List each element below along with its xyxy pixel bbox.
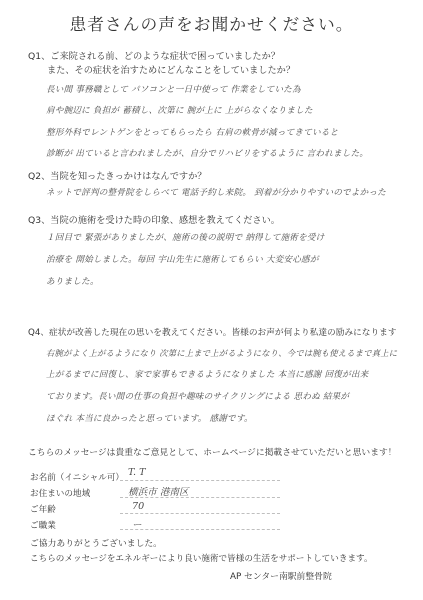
q1-answer-line4: 診断が 出ていると言われましたが、自分でリハビリをするように 言われました。 bbox=[46, 149, 369, 159]
area-value: 横浜市 港南区 bbox=[128, 487, 189, 498]
q4-answer-line2: 上がるまでに回復し、家で家事もできるようになりました 本当に感謝 回復が出来 bbox=[46, 370, 369, 380]
area-label: お住まいの地域 bbox=[30, 489, 91, 499]
publish-notice: こちらのメッセージは貴重なご意見として、ホームページに掲載させていただいと思います！ bbox=[28, 448, 397, 458]
thanks-text: ご協力ありがとうございました。 bbox=[30, 539, 162, 549]
clinic-name: AP センター南駅前整骨院 bbox=[230, 572, 332, 582]
q1-answer-line1: 長い間 事務職として パソコンと一日中使って 作業をしていた為 bbox=[46, 85, 301, 95]
age-underline bbox=[120, 513, 280, 514]
area-underline bbox=[120, 497, 280, 498]
q1-question-line1: Q1、ご来院される前、どのような症状で困っていましたか？ bbox=[28, 51, 280, 62]
page-title: 患者さんの声をお聞かせください。 bbox=[69, 14, 354, 34]
q3-question: Q3、当院の施術を受けた時の印象、感想を教えてください。 bbox=[28, 215, 280, 226]
q2-answer: ネットで評判の整骨院をしらべて 電話予約し来院。 到着が分かりやすいのでよかった bbox=[46, 188, 387, 198]
initials-value: T. T bbox=[128, 467, 146, 478]
q4-question: Q4、症状が改善した現在の思いを教えてください。皆様のお声が何より私達の励みになります bbox=[28, 328, 397, 338]
q4-answer-line3: ております。長い間の仕事の負担や趣味のサイクリングによる 思わぬ 結果が bbox=[46, 392, 350, 402]
q3-answer-line2: 治療を 開始しました。毎回 宇山先生に施術してもらい 大変安心感が bbox=[46, 255, 319, 265]
job-value: ー bbox=[132, 520, 142, 531]
support-text: こちらのメッセージをエネルギーにより良い施術で皆様の生活をサポートしていきます。 bbox=[30, 554, 373, 564]
q1-answer-line2: 肩や腕辺に 負担が 蓄積し、次第に 腕が上に 上がらなくなりました bbox=[46, 106, 313, 116]
initials-underline bbox=[120, 480, 280, 481]
job-label: ご職業 bbox=[30, 521, 56, 531]
initials-label: お名前（イニシャル可） bbox=[30, 473, 125, 483]
q1-answer-line3: 整形外科でレントゲンをとってもらったら 右肩の軟骨が減ってきていると bbox=[46, 128, 339, 138]
q4-answer-line1: 右腕がよく上がるようになり 次第に上まで上がるようになり、今では腕も使えるまで真上に bbox=[46, 348, 398, 358]
q3-answer-line1: １回目で 緊張がありましたが、施術の後の説明で 納得して施術を受け bbox=[46, 233, 325, 243]
q1-question-line2: また、その症状を治すためにどんなことをしていましたか？ bbox=[47, 65, 296, 76]
job-underline bbox=[120, 529, 280, 530]
q4-answer-line4: ほぐれ 本当に良かったと思っています。 感謝です。 bbox=[46, 414, 253, 424]
age-label: ご年齢 bbox=[30, 505, 56, 515]
q2-question: Q2、当院を知ったきっかけはなんですか？ bbox=[28, 171, 207, 182]
q3-answer-line3: ありました。 bbox=[46, 277, 99, 287]
age-value: 70 bbox=[132, 501, 145, 512]
